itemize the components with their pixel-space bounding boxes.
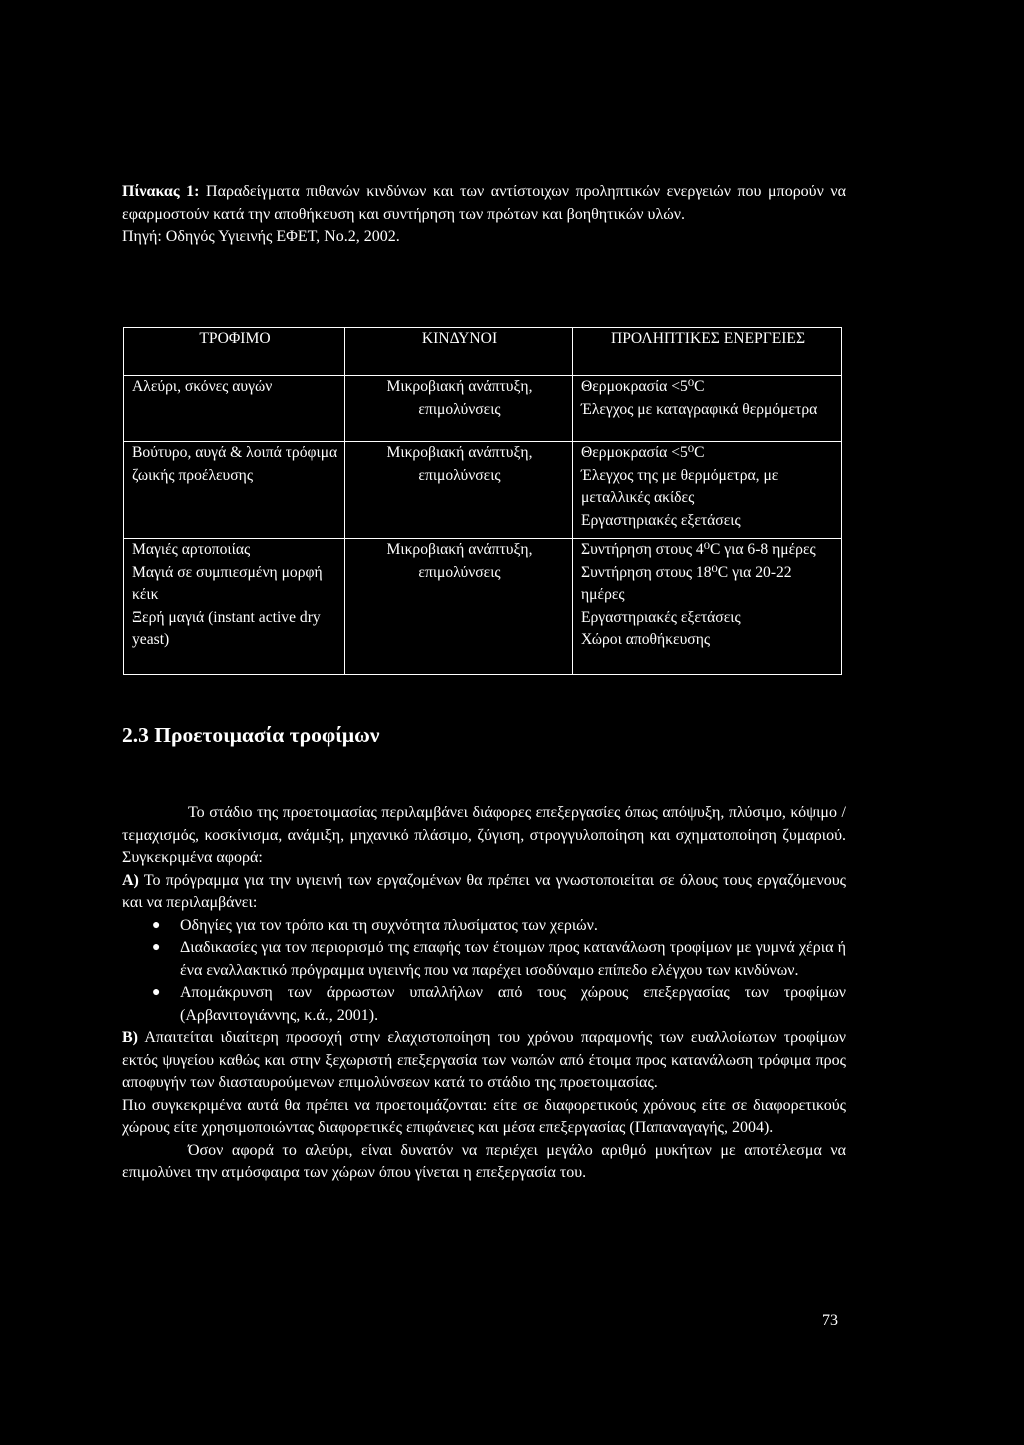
paragraph-4: Όσον αφορά το αλεύρι, είναι δυνατόν να περιέχει μεγάλο αριθμό μυκήτων με αποτέλεσμα να επιμολύνει την ατμόσφαιρα των χώρων όπου γίνεται η επεξεργασία του. — [122, 1141, 846, 1181]
bullet-text: Απομάκρυνση των άρρωστων υπαλλήλων από τους χώρους επεξεργασίας των τροφίμων (Αρβανιτογιάννης, κ.ά., 2001). — [180, 984, 846, 1024]
caption-label: Πίνακας 1: — [122, 183, 200, 200]
action-line: Θερμοκρασία <5⁰C — [581, 444, 705, 461]
cell-risks: Μικροβιακή ανάπτυξη, επιμολύνσεις — [345, 376, 573, 442]
cell-food: Βούτυρο, αυγά & λοιπά τρόφιμα ζωικής προέλευσης — [124, 442, 345, 539]
food-line: Μαγιά σε συμπιεσμένη μορφή κέικ — [132, 563, 323, 603]
page-number: 73 — [822, 1312, 838, 1329]
label-b: Β) — [122, 1029, 138, 1046]
list-item — [122, 982, 846, 1027]
intro-paragraph: Το στάδιο της προετοιμασίας περιλαμβάνει διάφορες επεξεργασίες όπως απόψυξη, πλύσιμο, κόψιμο / τεμαχισμός, κοσκίνισμα, ανάμιξη, μηχανικό πλάσιμο, ζύγιση, στρογγυλοποίηση και σχηματοποίηση ζυμαριού. Συγκεκριμένα αφορά: — [122, 804, 846, 866]
text-a: Το πρόγραμμα για την υγιεινή των εργαζομένων θα πρέπει να γνωστοποιείται σε όλους τους εργαζόμενους και να περιλαμβάνει: — [122, 871, 846, 911]
action-line: Εργαστηριακές εξετάσεις — [581, 511, 741, 529]
action-line: Θερμοκρασία <5⁰C — [581, 378, 705, 395]
paragraph-b — [122, 1027, 846, 1095]
food-line: Μαγιές αρτοποιίας — [132, 541, 251, 558]
section-body — [122, 802, 846, 1185]
table-header-row — [124, 328, 842, 376]
section-heading: 2.3 Προετοιμασία τροφίμων — [122, 723, 380, 747]
list-item — [122, 915, 846, 938]
cell-actions — [573, 539, 842, 675]
bullet-text: Οδηγίες για τον τρόπο και τη συχνότητα πλυσίματος των χεριών. — [180, 916, 598, 934]
bullet-icon: ● — [152, 940, 161, 955]
caption-text: Παραδείγματα πιθανών κινδύνων και των αντίστοιχων προληπτικών ενεργειών που μπορούν να εφαρμοστούν κατά την αποθήκευση και συντήρηση των πρώτων και βοηθητικών υλών. — [122, 183, 847, 223]
caption-source: Πηγή: Οδηγός Υγιεινής ΕΦΕΤ, Νο.2, 2002. — [122, 228, 400, 245]
table-row — [124, 376, 842, 442]
paragraph-a — [122, 870, 846, 915]
header-risks: ΚΙΝΔΥΝΟΙ — [345, 328, 573, 376]
cell-risks: Μικροβιακή ανάπτυξη, επιμολύνσεις — [345, 539, 573, 675]
header-actions: ΠΡΟΛΗΠΤΙΚΕΣ ΕΝΕΡΓΕΙΕΣ — [573, 328, 842, 376]
cell-actions — [573, 442, 842, 539]
bullet-icon: ● — [152, 917, 161, 933]
action-line: Έλεγχος με καταγραφικά θερμόμετρα — [581, 400, 818, 418]
header-food: ΤΡΟΦΙΜΟ — [124, 328, 345, 376]
table-caption — [122, 181, 846, 249]
text-b: Απαιτείται ιδιαίτερη προσοχή στην ελαχιστοποίηση του χρόνου παραμονής των ευαλλοίωτων τροφίμων εκτός ψυγείου καθώς και στην ξεχωριστή επεξεργασία των νωπών από έτοιμα προς κατανάλωση τρόφιμα προς αποφυγήν των διασταυρούμενων επιμολύνσεων κατά το στάδιο της προετοιμασίας. — [122, 1029, 846, 1091]
action-line: Έλεγχος της με θερμόμετρα, με μεταλλικές ακίδες — [581, 466, 779, 506]
table-row — [124, 442, 842, 539]
cell-food: Αλεύρι, σκόνες αυγών — [124, 376, 345, 442]
cell-food — [124, 539, 345, 675]
label-a: Α) — [122, 871, 139, 889]
action-line: Συντήρηση στους 4⁰C για 6-8 ημέρες — [581, 541, 816, 558]
cell-actions — [573, 376, 842, 442]
list-item — [122, 937, 846, 982]
bullet-text: Διαδικασίες για τον περιορισμό της επαφής των έτοιμων προς κατανάλωση τροφίμων με γυμνά χέρια ή ένα εναλλακτικό πρόγραμμα υγιεινής που να παρέχει ισοδύναμο επίπεδο ελέγχου των κινδύνων. — [180, 939, 846, 979]
table-row — [124, 539, 842, 675]
bullet-icon: ● — [152, 985, 161, 1000]
food-line: Ξερή μαγιά (instant active dry yeast) — [132, 608, 321, 648]
action-line: Συντήρηση στους 18⁰C για 20-22 ημέρες — [581, 563, 792, 603]
action-line: Εργαστηριακές εξετάσεις — [581, 608, 741, 626]
action-line: Χώροι αποθήκευσης — [581, 631, 711, 648]
bullet-list — [122, 915, 846, 1028]
paragraph-3: Πιο συγκεκριμένα αυτά θα πρέπει να προετοιμάζονται: είτε σε διαφορετικούς χρόνους είτε σε διαφορετικούς χώρους είτε χρησιμοποιώντας διαφορετικές επιφάνειες και μέσα επεξεργασίας (Παπαναγαγής, 2004). — [122, 1096, 846, 1136]
risk-table — [123, 327, 842, 675]
cell-risks: Μικροβιακή ανάπτυξη, επιμολύνσεις — [345, 442, 573, 539]
